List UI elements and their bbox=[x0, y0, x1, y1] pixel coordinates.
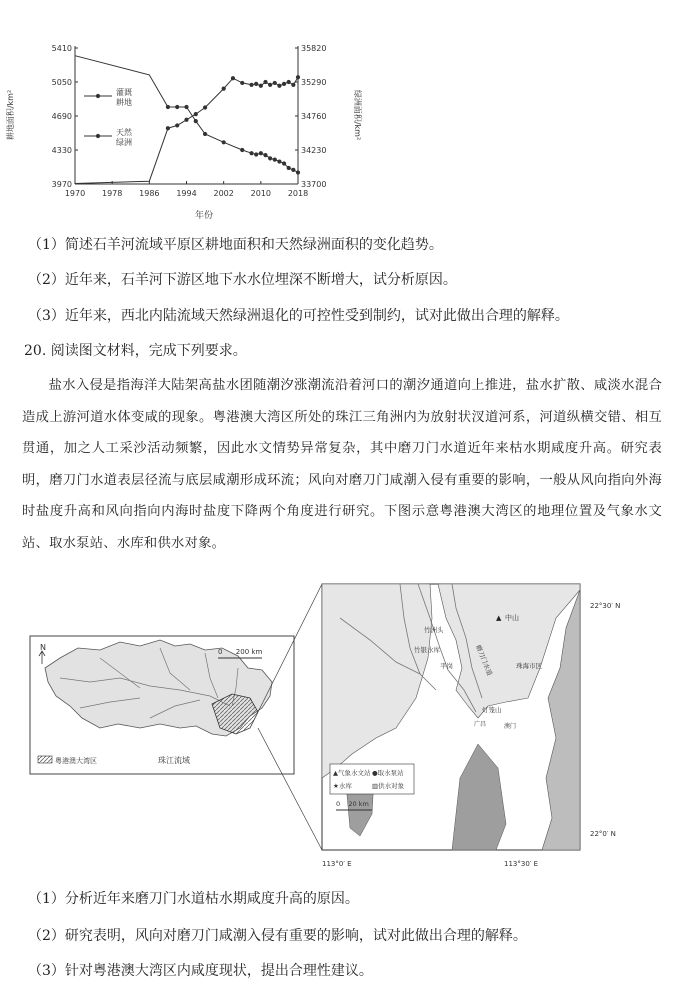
chart-series bbox=[75, 56, 300, 184]
place-zhongshan: 中山 bbox=[505, 614, 519, 622]
place-denglongshan: 灯笼山 bbox=[482, 706, 502, 714]
series-point bbox=[194, 112, 198, 116]
q19-part3: （3）近年来，西北内陆流域天然绿洲退化的可控性受到制约，试对此做出合理的解释。 bbox=[28, 308, 569, 324]
series-point bbox=[166, 126, 170, 130]
series-point bbox=[277, 159, 281, 163]
series-point bbox=[282, 161, 286, 165]
legend-label: 绿洲 bbox=[116, 138, 132, 147]
left-tick-label: 4690 bbox=[51, 112, 72, 121]
series-point bbox=[291, 83, 295, 87]
detail-map bbox=[322, 584, 620, 868]
overview-scale-label: 0 200 km bbox=[218, 648, 263, 656]
series-point bbox=[259, 151, 263, 155]
series-point bbox=[296, 75, 300, 79]
x-tick-label: 1986 bbox=[139, 189, 160, 198]
place-guangchang: 广昌 bbox=[474, 721, 487, 728]
x-tick-label: 1994 bbox=[176, 189, 197, 198]
legend-bay-area-label: 粤港澳大湾区 bbox=[55, 757, 97, 765]
station-marker-icon: ▲ bbox=[496, 614, 502, 622]
series-point bbox=[184, 105, 188, 109]
x-tick-label: 2018 bbox=[287, 189, 309, 198]
series-point bbox=[291, 168, 295, 172]
q20-part3: （3）针对粤港澳大湾区内咸度现状，提出合理性建议。 bbox=[28, 963, 373, 979]
legend-label: 天然 bbox=[116, 128, 132, 137]
series-point bbox=[287, 166, 291, 170]
lon-right-label: 113°30′ E bbox=[504, 860, 539, 868]
q20-material-paragraph: 盐水入侵是指海洋大陆架高盐水团随潮汐涨潮流沿着河口的潮汐通道向上推进，盐水扩散、咸淡水混合造成上游河道水体变咸的现象。粤港澳大湾区所处的珠江三角洲内为放射状汊道河系，河道纵横交错、相互贯通，加之人工采沙活动频繁，因此水文情势异常复杂，其中磨刀门水道近年来枯水期咸度升高。研究表明，磨刀门水道表层径流与底层咸潮形成环流；风向对磨刀门咸潮入侵有重要的影响，一般从风向指向外海时盐度升高和风向指向内海时盐度下降两个角度进行研究。下图示意粤港澳大湾区的地理位置及气象水文站、取水泵站、水库和供水对象。 bbox=[22, 378, 662, 551]
x-tick-label: 1970 bbox=[64, 189, 86, 198]
series-point bbox=[268, 83, 272, 87]
chart-legend bbox=[84, 87, 133, 147]
place-zhuhai-city: 珠海市区 bbox=[516, 662, 542, 670]
lon-left-label: 113°0′ E bbox=[322, 860, 352, 868]
left-axis-label: 耕地面积/km² bbox=[6, 89, 15, 141]
q19-part1: （1）简述石羊河流域平原区耕地面积和天然绿洲面积的变化趋势。 bbox=[28, 237, 443, 253]
series-point bbox=[249, 151, 253, 155]
area-change-chart bbox=[0, 0, 685, 225]
north-arrow-label: N bbox=[40, 643, 46, 652]
series-point bbox=[166, 105, 170, 109]
q20-part1: （1）分析近年来磨刀门水道枯水期咸度升高的原因。 bbox=[28, 891, 359, 907]
left-tick-label: 5410 bbox=[51, 44, 72, 53]
series-point bbox=[222, 140, 226, 144]
place-pinggang: 平岗 bbox=[440, 662, 453, 670]
series-point bbox=[268, 156, 272, 160]
legend-pump-station: ●取水泵站 bbox=[372, 769, 404, 777]
series-point bbox=[273, 81, 277, 85]
chart-axes bbox=[75, 46, 298, 184]
left-axis-ticks bbox=[52, 44, 78, 189]
lat-bottom-label: 22°0′ N bbox=[590, 830, 616, 838]
series-point bbox=[240, 148, 244, 152]
q20-part2: （2）研究表明，风向对磨刀门咸潮入侵有重要的影响，试对此做出合理的解释。 bbox=[28, 928, 527, 944]
series-point bbox=[249, 83, 253, 87]
series-point bbox=[240, 81, 244, 85]
series-point bbox=[254, 152, 258, 156]
x-axis-label: 年份 bbox=[194, 211, 214, 221]
series-point bbox=[175, 105, 179, 109]
right-axis-label: 绿洲面积/km² bbox=[353, 89, 362, 141]
series-point bbox=[259, 84, 263, 88]
series-point bbox=[194, 119, 198, 123]
detail-scale-label: 0 20 km bbox=[336, 800, 369, 808]
left-tick-label: 3970 bbox=[51, 180, 72, 189]
right-axis-ticks bbox=[295, 44, 326, 189]
place-modaomen-channel: 磨刀门水道 bbox=[474, 643, 494, 677]
x-tick-label: 2010 bbox=[250, 189, 272, 198]
legend-marker bbox=[96, 134, 100, 138]
left-tick-label: 5050 bbox=[51, 78, 72, 87]
right-tick-label: 33700 bbox=[301, 180, 327, 189]
place-zhuyin-reservoir: 竹银水库 bbox=[414, 646, 440, 654]
place-zhuzhoutou: 竹洲头 bbox=[424, 626, 444, 634]
series-point bbox=[175, 123, 179, 127]
legend-marker bbox=[96, 94, 100, 98]
legend-reservoir: ★水库 bbox=[333, 782, 352, 790]
series-point bbox=[287, 80, 291, 84]
legend-label: 灌溉 bbox=[116, 88, 132, 97]
series-point bbox=[231, 76, 235, 80]
legend-label: 耕地 bbox=[116, 98, 132, 107]
legend-station: ▲气象水文站 bbox=[333, 769, 371, 777]
left-tick-label: 4330 bbox=[51, 146, 72, 155]
legend-bay-area-swatch bbox=[38, 756, 52, 763]
series-point bbox=[277, 84, 281, 88]
basin-label: 珠江流域 bbox=[158, 756, 190, 765]
series-line-irrigated-farmland bbox=[75, 77, 298, 183]
right-tick-label: 35290 bbox=[301, 78, 327, 87]
q20-heading: 20. 阅读图文材料，完成下列要求。 bbox=[24, 343, 247, 359]
series-point bbox=[296, 170, 300, 174]
x-tick-label: 1978 bbox=[101, 189, 123, 198]
series-point bbox=[254, 82, 258, 86]
series-point bbox=[273, 158, 277, 162]
series-point bbox=[263, 80, 267, 84]
series-point bbox=[203, 105, 207, 109]
lat-top-label: 22°30′ N bbox=[590, 602, 621, 610]
bay-area-map bbox=[0, 578, 685, 880]
q19-part2: （2）近年来，石羊河下游区地下水水位埋深不断增大，试分析原因。 bbox=[28, 272, 457, 288]
series-point bbox=[184, 118, 188, 122]
place-macau: 澳门 bbox=[504, 723, 517, 730]
legend-supply-target: ▥供水对象 bbox=[372, 782, 405, 790]
series-point bbox=[263, 153, 267, 157]
x-tick-label: 2002 bbox=[213, 189, 234, 198]
series-point bbox=[282, 82, 286, 86]
overview-map bbox=[30, 584, 322, 850]
right-tick-label: 34230 bbox=[301, 146, 327, 155]
right-tick-label: 35820 bbox=[301, 44, 327, 53]
series-point bbox=[222, 87, 226, 91]
series-point bbox=[203, 132, 207, 136]
right-tick-label: 34760 bbox=[301, 112, 327, 121]
